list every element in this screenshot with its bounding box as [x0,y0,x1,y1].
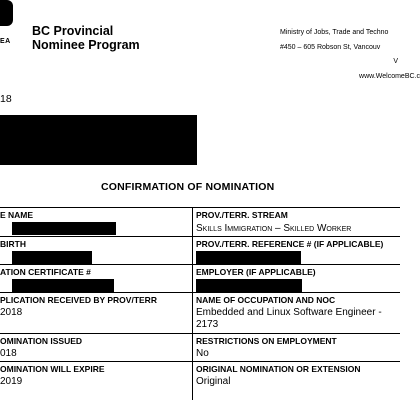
table-row-divider [0,264,400,265]
redacted-recipient-block [0,115,197,165]
field-label-occupation: NAME OF OCCUPATION AND NOC [196,295,336,305]
redacted-name [12,222,116,235]
program-name [32,24,140,52]
field-value-restrictions: No [196,348,209,359]
bc-logo-mark [0,0,13,26]
redacted-birth-date [12,251,92,264]
document-title: CONFIRMATION OF NOMINATION [101,181,275,193]
field-label-certificate: ATION CERTIFICATE # [0,267,91,277]
field-value-received: 2018 [0,307,23,318]
table-row-divider [0,361,400,362]
field-value-noc: 2173 [196,319,219,330]
field-label-expire: OMINATION WILL EXPIRE [0,364,105,374]
field-label-restrictions: RESTRICTIONS ON EMPLOYMENT [196,336,337,346]
field-value-occupation: Embedded and Linux Software Engineer - [196,307,382,318]
program-line-2: Nominee Program [32,38,140,52]
program-line-1: BC Provincial [32,24,114,38]
ministry-line-2: #450 – 605 Robson St, Vancouv [280,43,381,51]
bc-logo-fragment [0,0,18,45]
field-value-stream: Skills Immigration – Skilled Worker [196,223,352,234]
redacted-certificate [12,279,114,292]
field-value-issued: 018 [0,348,17,359]
bc-logo-text: EA [0,38,11,45]
ministry-line-3: V [393,58,398,65]
field-value-original: Original [196,376,231,387]
table-row-divider [0,333,400,334]
field-label-birth: BIRTH [0,239,26,249]
field-label-original: ORIGINAL NOMINATION OR EXTENSION [196,364,361,374]
table-row-divider [0,236,400,237]
field-label-issued: OMINATION ISSUED [0,336,83,346]
field-value-expire: 2019 [0,376,23,387]
redacted-reference [196,251,301,264]
field-label-name: E NAME [0,210,34,220]
field-label-stream: PROV./TERR. STREAM [196,210,288,220]
field-label-employer: EMPLOYER (IF APPLICABLE) [196,267,316,277]
ministry-line-1: Ministry of Jobs, Trade and Techno [280,29,389,36]
ministry-address [280,26,420,84]
table-row-divider [0,292,400,293]
field-label-reference: PROV./TERR. REFERENCE # (IF APPLICABLE) [196,239,384,249]
table-border-top [0,207,400,208]
ministry-website: www.WelcomeBC.c [359,72,420,80]
letter-date: 18 [0,93,12,105]
redacted-employer [196,279,302,292]
field-label-received: PLICATION RECEIVED BY PROV/TERR [0,295,157,305]
